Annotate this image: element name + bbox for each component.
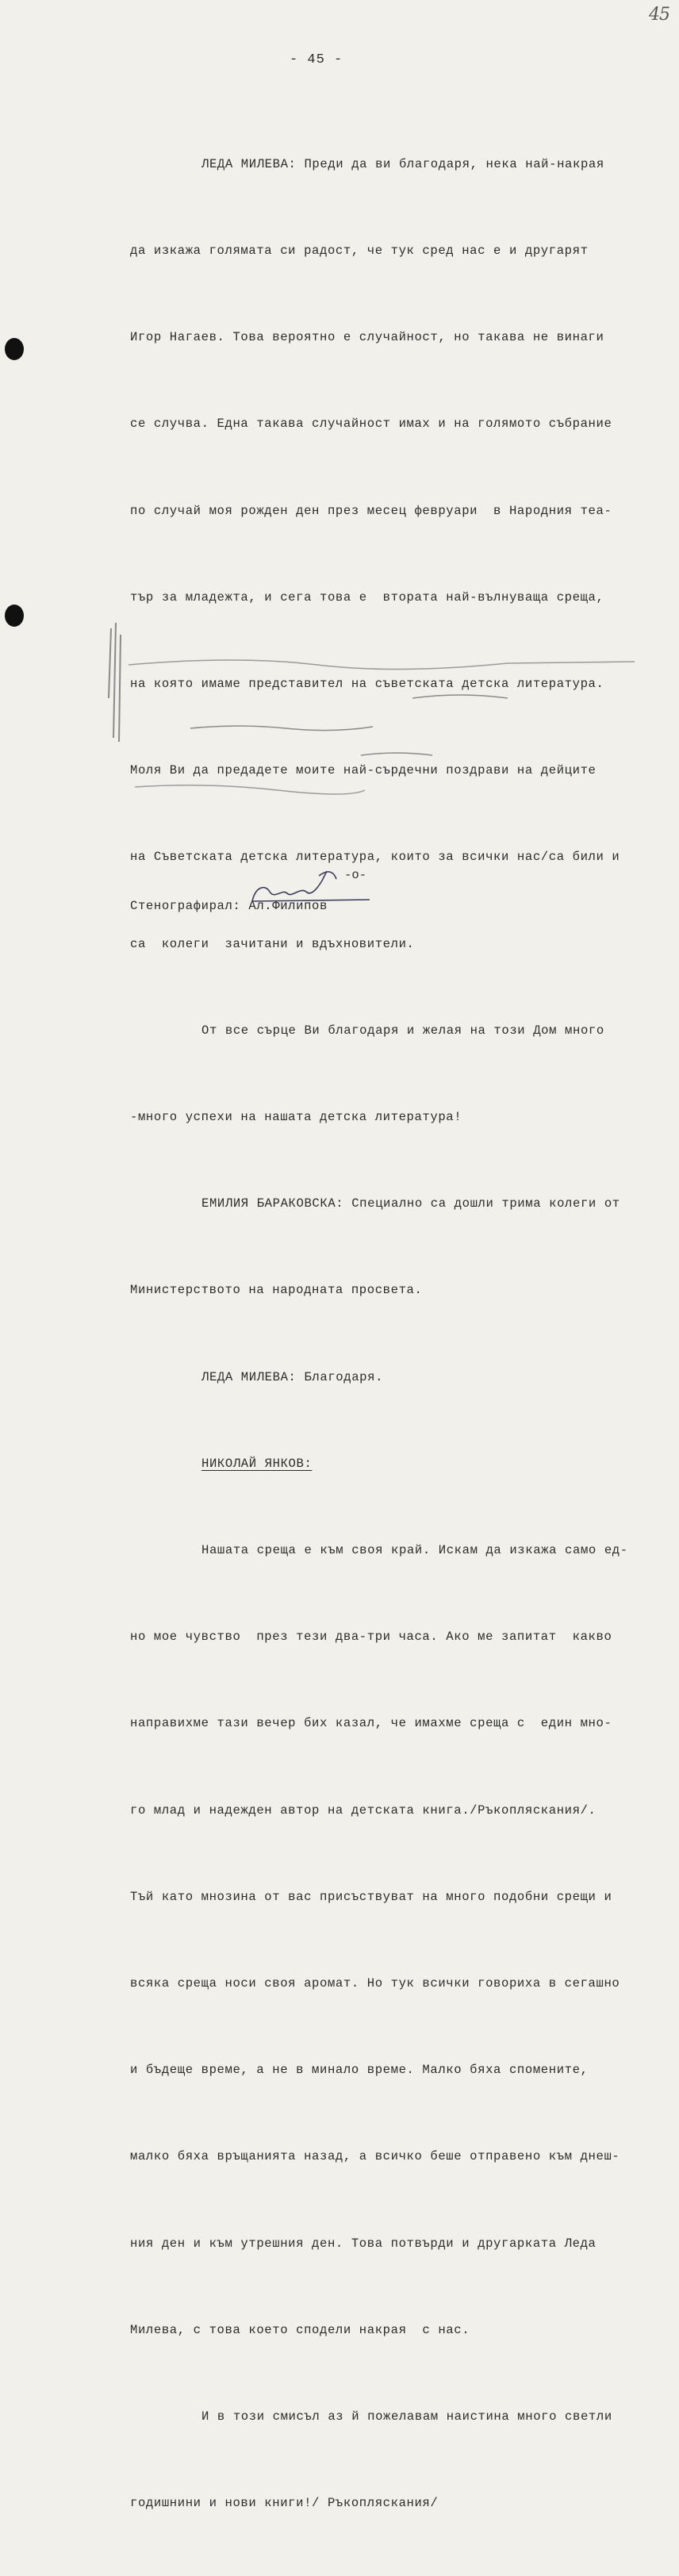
text-line: -много успехи на нашата детска литература! xyxy=(130,1110,462,1125)
text-line: по случай моя рожден ден през месец февруари в Народния теа- xyxy=(130,503,612,518)
text-line: но мое чувство през тези два-три часа. Ако ме запитат какво xyxy=(130,1630,612,1645)
text-line: малко бяха връщанията назад, а всичко беше отправено към днеш- xyxy=(130,2149,620,2164)
text-line: От все сърце Ви благодаря и желая на този Дом много xyxy=(201,1023,604,1038)
handwritten-page-number: 45 xyxy=(649,5,669,25)
text-line: И в този смисъл аз й пожелавам наистина много светли xyxy=(201,2409,612,2424)
text-line: всяка среща носи своя аромат. Но тук всички говориха в сегашно xyxy=(130,1976,620,1991)
wavy-underline xyxy=(135,785,365,794)
text-line: да изкажа голямата си радост, че тук сред нас е и другарят xyxy=(130,244,589,259)
pencil-annotations xyxy=(0,0,679,952)
text-line: и бъдеще време, а не в минало време. Малко бяха спомените, xyxy=(130,2063,589,2078)
wavy-underline xyxy=(129,660,635,670)
text-line: на Съветската детска литература, които за всички нас/са били и xyxy=(130,850,620,865)
text-line: Тъй като мнозина от вас присъствуват на много подобни срещи и xyxy=(130,1889,612,1904)
signature xyxy=(252,871,370,901)
speaker-line: ЛЕДА МИЛЕВА: Благодаря. xyxy=(201,1369,384,1384)
text-line: годишнини и нови книги!/ Ръкопляскания/ xyxy=(130,2496,439,2511)
text-line: го млад и надежден автор на детската книга./Ръкопляскания/. xyxy=(130,1802,597,1818)
speaker-line: ЕМИЛИЯ БАРАКОВСКА: Специално са дошли трима колеги от xyxy=(201,1196,620,1211)
wavy-underline xyxy=(412,695,508,698)
text-line: са колеги зачитани и вдъхновители. xyxy=(130,936,415,951)
text-line: тър за младежта, и сега това е втората най-вълнуваща среща, xyxy=(130,589,604,605)
text-line: направихме тази вечер бих казал, че имахме среща с един мно- xyxy=(130,1716,612,1731)
margin-pencil-mark xyxy=(109,623,121,742)
speaker-heading: НИКОЛАЙ ЯНКОВ: xyxy=(201,1456,313,1471)
text-line: Моля Ви да предадете моите най-сърдечни поздрави на дейците xyxy=(130,763,597,778)
end-mark: -о- xyxy=(344,868,367,882)
wavy-underline xyxy=(190,726,373,731)
wavy-underline xyxy=(361,753,432,755)
text-line: Министерството на народната просвета. xyxy=(130,1283,423,1298)
text-line: Нашата среща е към своя край. Искам да изкажа само ед- xyxy=(201,1543,628,1558)
text-line: на която имаме представител на съветската детска литература. xyxy=(130,677,604,692)
text-line: се случва. Една такава случайност имах и на голямото събрание xyxy=(130,417,612,432)
text-line: ния ден и към утрешния ден. Това потвърди и другарката Леда xyxy=(130,2236,597,2251)
text-line: Игор Нагаев. Това вероятно е случайност, но такава не винаги xyxy=(130,330,604,345)
page-number: - 45 - xyxy=(290,52,343,67)
text-line: Милева, с това което сподели накрая с нас. xyxy=(130,2322,470,2337)
text-line: ЛЕДА МИЛЕВА: Преди да ви благодаря, нека най-накрая xyxy=(201,156,604,171)
stenographer-line: Стенографирал: Ал.Филипов xyxy=(130,899,328,913)
